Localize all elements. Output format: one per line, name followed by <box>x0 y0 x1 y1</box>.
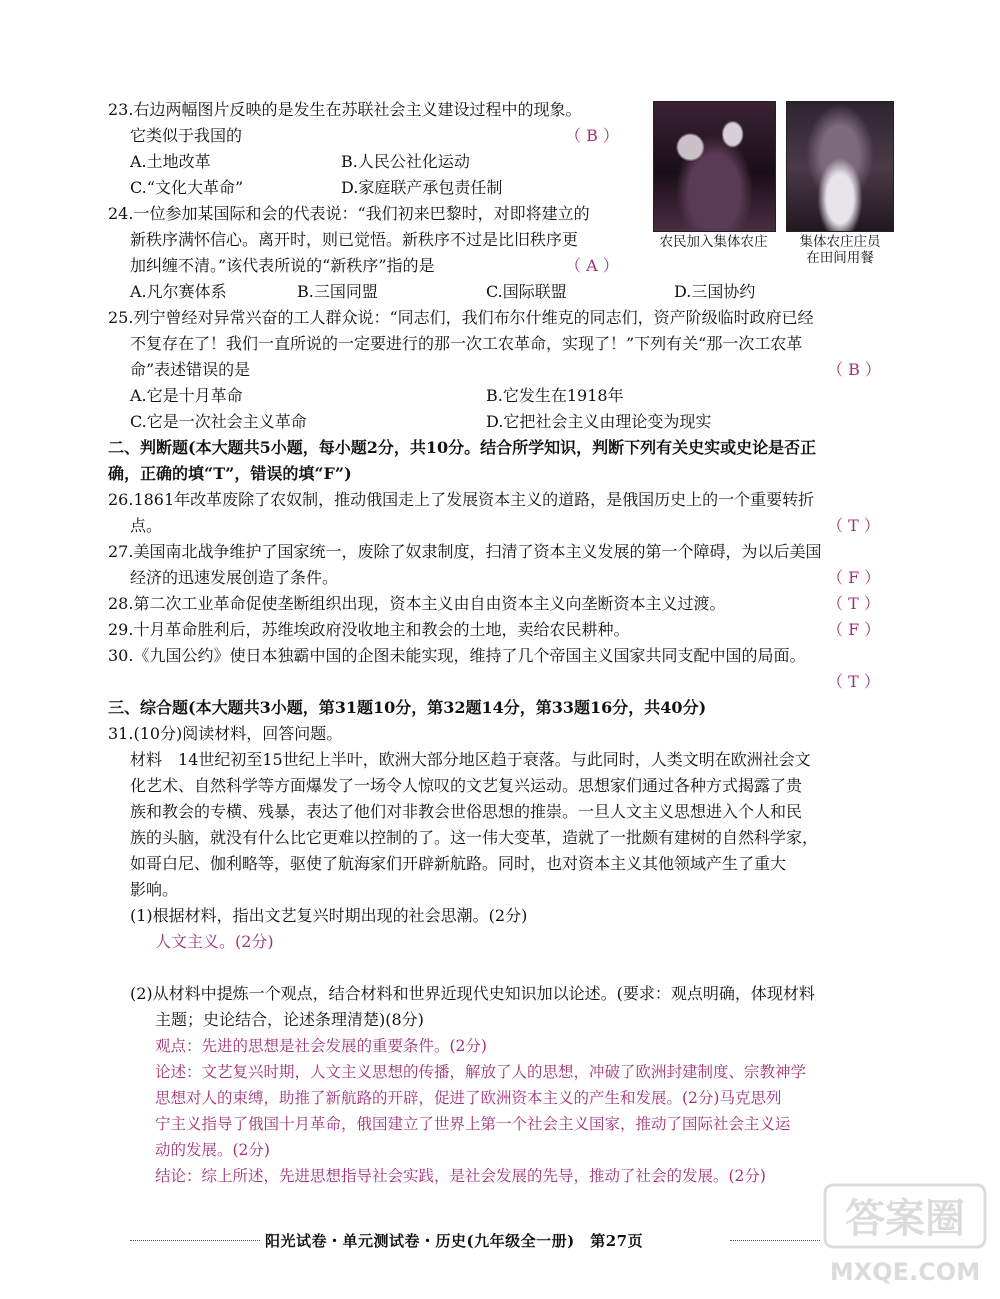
q27-answer: （ F ） <box>827 568 881 587</box>
q25-line3: 命”表述错误的是 <box>130 360 251 379</box>
footer-rule-left <box>130 1240 260 1241</box>
q31-sub2-line2: 主题；史论结合，论述条理清楚)(8分) <box>155 1010 424 1029</box>
q24-option-c: C.国际联盟 <box>486 282 567 301</box>
q24-option-d: D.三国协约 <box>674 282 756 301</box>
section3-heading: 三、综合题(本大题共3小题，第31题10分，第32题14分，第33题16分，共40分) <box>108 698 707 717</box>
q31-answer2-argument-line4: 动的发展。(2分) <box>155 1141 270 1159</box>
q24-option-b: B.三国同盟 <box>297 282 378 301</box>
q26-line2: 点。 <box>130 516 163 535</box>
q23-option-d: D.家庭联产承包责任制 <box>341 178 503 197</box>
q26-answer: （ T ） <box>827 516 880 535</box>
q24-line2: 新秩序满怀信心。离开时，则已觉悟。新秩序不过是比旧秩序更 <box>130 230 579 249</box>
photo-farmers-join-collective <box>653 101 776 232</box>
q27-line2: 经济的迅速发展创造了条件。 <box>130 568 339 587</box>
photo1-caption: 农民加入集体农庄 <box>659 234 768 250</box>
q31-sub2-line1: (2)从材料中提炼一个观点，结合材料和世界近现代史知识加以论述。(要求：观点明确，体现材料 <box>130 984 815 1003</box>
q28-line1: 28.第二次工业革命促使垄断组织出现，资本主义由自由资本主义向垄断资本主义过渡。 <box>108 594 726 613</box>
q26-line1: 26.1861年改革废除了农奴制，推动俄国走上了发展资本主义的道路，是俄国历史上的一个重要转折 <box>108 490 815 509</box>
q31-answer2-viewpoint: 观点：先进的思想是社会发展的重要条件。(2分) <box>155 1037 487 1055</box>
section2-heading-line2: 确，正确的填“T”，错误的填“F”) <box>108 464 352 483</box>
q31-material-line3: 族和教会的专横、残暴，表达了他们对非教会世俗思想的推崇。一旦人文主义思想进入个人和民 <box>130 802 803 821</box>
watermark-url: MXQE.COM <box>829 1258 981 1286</box>
q30-line1: 30.《九国公约》使日本独霸中国的企图未能实现，维持了几个帝国主义国家共同支配中国的局面。 <box>108 646 806 665</box>
q31-answer1: 人文主义。(2分) <box>155 932 274 951</box>
q31-answer2-argument-line2: 思想对人的束缚，助推了新航路的开辟，促进了欧洲资本主义的产生和发展。(2分)马克思列 <box>155 1089 782 1107</box>
q23-option-a: A.土地改革 <box>130 152 211 171</box>
q23-answer: （ B ） <box>565 126 619 145</box>
q25-option-a: A.它是十月革命 <box>130 386 243 405</box>
q24-option-a: A.凡尔赛体系 <box>130 282 227 301</box>
q27-line1: 27.美国南北战争维护了国家统一，废除了奴隶制度，扫清了资本主义发展的第一个障碍，为以后美国 <box>108 542 822 561</box>
q29-answer: （ F ） <box>827 620 881 639</box>
q25-option-d: D.它把社会主义由理论变为现实 <box>486 412 712 431</box>
q31-material-line2: 化艺术、自然科学等方面爆发了一场令人惊叹的文艺复兴运动。思想家们通过各种方式揭露了贵 <box>130 776 803 795</box>
q31-material-line4: 族的头脑，就没有什么比它更难以控制的了。这一伟大变革，造就了一批颇有建树的自然科学家， <box>130 828 819 847</box>
q31-material-line6: 影响。 <box>130 880 179 899</box>
q31-material-line1: 材料 14世纪初至15世纪上半叶，欧洲大部分地区趋于衰落。与此同时，人类文明在欧洲社会文 <box>130 750 811 769</box>
q29-line1: 29.十月革命胜利后，苏维埃政府没收地主和教会的土地，卖给农民耕种。 <box>108 620 630 639</box>
q23-option-c: C.“文化大革命” <box>130 178 244 197</box>
q24-answer: （ A ） <box>565 256 619 275</box>
photo-collective-farm-meal <box>786 101 894 232</box>
q31-title: 31.(10分)阅读材料，回答问题。 <box>108 724 343 743</box>
watermark-text: 答案圈 <box>845 1196 965 1242</box>
q24-line3: 加纠缠不清。”该代表所说的“新秩序”指的是 <box>130 256 435 275</box>
q25-line2: 不复存在了！我们一直所说的一定要进行的那一次工农革命，实现了！”下列有关“那一次工农革 <box>130 334 803 353</box>
section2-heading-line1: 二、判断题(本大题共5小题，每小题2分，共10分。结合所学知识，判断下列有关史实或史论是否正 <box>108 438 817 457</box>
q25-option-b: B.它发生在1918年 <box>486 386 624 405</box>
q23-option-b: B.人民公社化运动 <box>341 152 470 171</box>
q31-material-line5: 如哥白尼、伽利略等，驱使了航海家们开辟新航路。同时，也对资本主义其他领域产生了重大 <box>130 854 787 873</box>
page-footer: 阳光试卷・单元测试卷・历史(九年级全一册) 第27页 <box>265 1232 644 1250</box>
q23-line2: 它类似于我国的 <box>130 126 243 145</box>
q31-answer2-argument-line3: 宁主义指导了俄国十月革命，俄国建立了世界上第一个社会主义国家，推动了国际社会主义运 <box>155 1115 791 1133</box>
q23-line1: 23.右边两幅图片反映的是发生在苏联社会主义建设过程中的现象。 <box>108 100 582 119</box>
q31-sub1: (1)根据材料，指出文艺复兴时期出现的社会思潮。(2分) <box>130 906 528 925</box>
q28-answer: （ T ） <box>827 594 880 613</box>
q25-answer: （ B ） <box>827 360 881 379</box>
watermark-logo <box>820 1180 990 1290</box>
photo2-caption-line1: 集体农庄庄员 <box>799 234 881 250</box>
q24-line1: 24.一位参加某国际和会的代表说：“我们初来巴黎时，对即将建立的 <box>108 204 590 223</box>
q31-answer2-argument-line1: 论述：文艺复兴时期，人文主义思想的传播，解放了人的思想，冲破了欧洲封建制度、宗教神学 <box>155 1063 807 1081</box>
q30-answer: （ T ） <box>827 672 880 691</box>
footer-rule-right <box>730 1240 820 1241</box>
q31-answer2-conclusion: 结论：综上所述，先进思想指导社会实践，是社会发展的先导，推动了社会的发展。(2分) <box>155 1167 766 1185</box>
photo2-caption-line2: 在田间用餐 <box>806 250 874 266</box>
q25-line1: 25.列宁曾经对异常兴奋的工人群众说：“同志们，我们布尔什维克的同志们，资产阶级临时政府已经 <box>108 308 814 327</box>
q25-option-c: C.它是一次社会主义革命 <box>130 412 307 431</box>
